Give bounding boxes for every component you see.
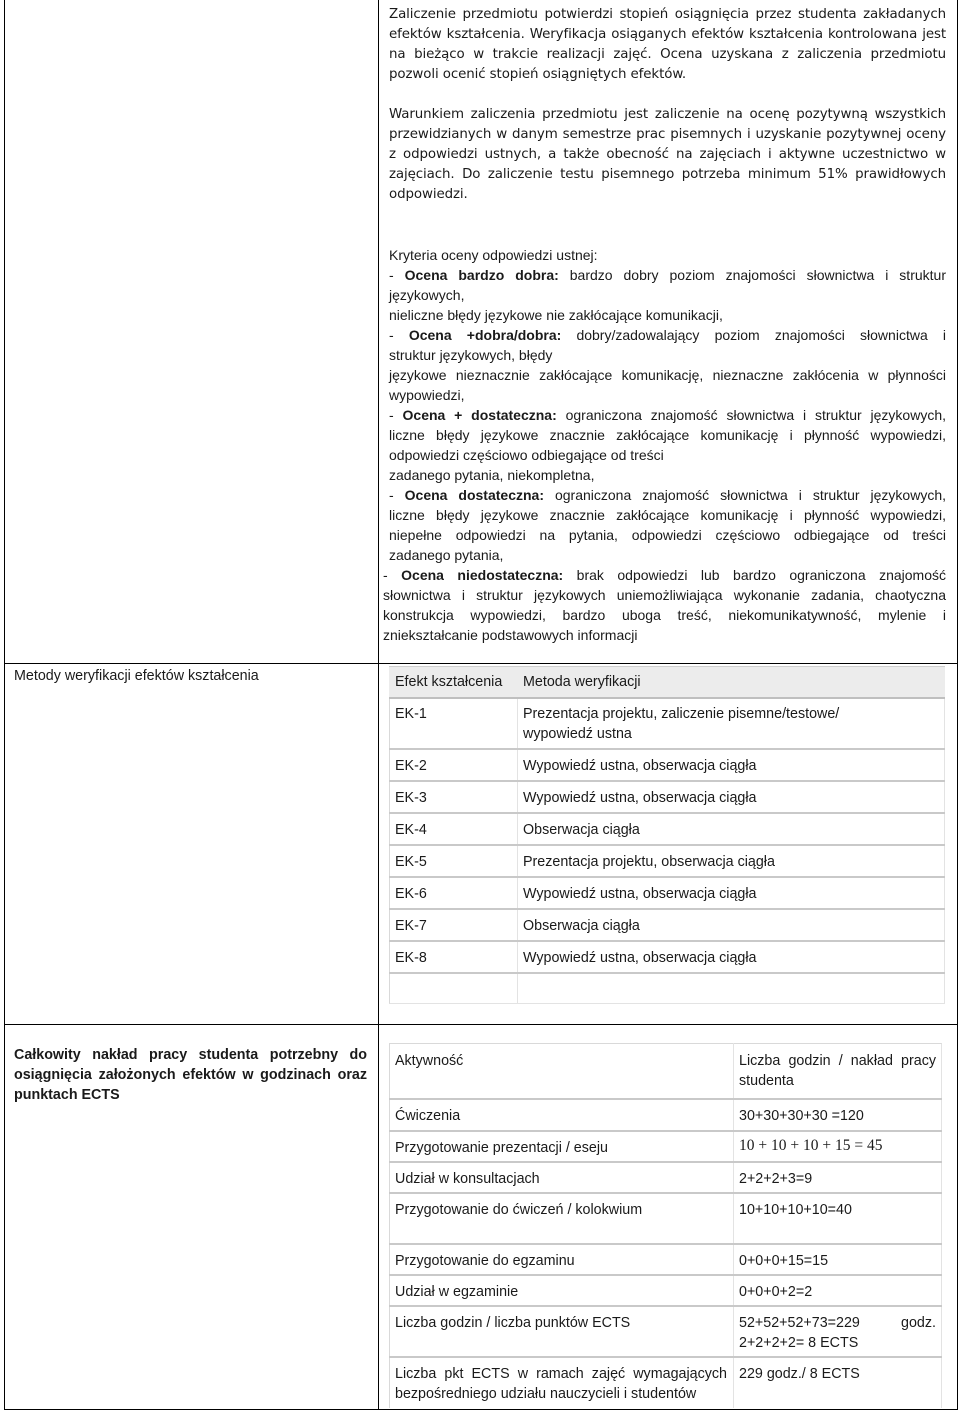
table-row [389,1275,942,1306]
hours-cell: 0+0+0+2=2 [739,1284,813,1300]
hours-cell: 2+2+2+3=9 [739,1171,813,1187]
text-line: Zaliczenie przedmiotu potwierdzi stopień osiągnięcia przez studenta zakładanych [389,7,946,22]
hours-cell: 52+52+52+73=229 godz. 2+2+2+2= 8 ECTS [739,1315,936,1351]
criteria-line: odpowiedzi częściowo odbiegające od treści [389,447,664,463]
criteria-line: liczne błędy językowe znacznie zakłócające komunikację i płynność wypowiedzi, [389,507,946,523]
activity-cell: Przygotowanie do ćwiczeń / kolokwium [395,1202,643,1218]
table-header-row [389,667,945,698]
table-row [389,781,945,813]
method-cell: Prezentacja projektu, obserwacja ciągła [523,853,775,870]
effect-cell: EK-7 [395,917,427,934]
criteria-line: - Ocena bardzo dobra: bardzo dobry poziom znajomości słownictwa i struktur [389,267,946,283]
effect-cell: EK-5 [395,853,427,870]
hours-cell: 10+10+10+10=40 [739,1202,852,1218]
activity-cell: Udział w konsultacjach [395,1171,540,1187]
criteria-line: zniekształcanie podstawowych informacji [383,627,638,643]
divider-verification [4,663,958,664]
effect-cell: EK-3 [395,789,427,806]
method-cell: Wypowiedź ustna, obserwacja ciągła [523,789,757,806]
method-cell: Prezentacja projektu, zaliczenie pisemne/testowe/ wypowiedź ustna [523,705,840,742]
criteria-line: nieliczne błędy językowe nie zakłócające komunikacji, [389,307,723,323]
table-row [389,1131,942,1162]
table-row [389,813,945,845]
header-effect: Efekt kształcenia [395,674,503,690]
text-line: osiągnięcia założonych efektów w godzinach oraz [14,1067,367,1083]
effect-cell: EK-2 [395,757,427,774]
hours-cell: 0+0+0+15=15 [739,1253,829,1269]
header-method: Metoda weryfikacji [523,674,641,690]
header-activity: Aktywność [395,1053,464,1069]
text-line: zajęciach. Do zaliczenie testu pisemnego potrzeba minimum 51% prawidłowych [389,167,946,182]
criteria-line: językowych, [389,287,465,303]
divider-workload [4,1024,958,1025]
oral-criteria [389,245,946,565]
text-line: efektów kształcenia. Weryfikacja osiąganych efektów kształcenia kontrolowana jest [389,27,946,42]
text-line: przewidzianych w danym semestrze prac pisemnych i uzyskanie pozytywnej oceny [389,127,946,142]
verification-table [389,666,945,974]
assessment-paragraph [389,5,946,85]
table-row [389,845,945,877]
frame-middle [378,0,379,1410]
frame-left [4,0,5,1410]
table-row [389,909,945,941]
method-cell: Wypowiedź ustna, obserwacja ciągła [523,885,757,902]
text-line: Całkowity nakład pracy studenta potrzebny do [14,1047,367,1063]
criteria-line: wypowiedzi, [389,387,465,403]
criteria-line: zadanego pytania, niekompletna, [389,467,595,483]
table-row [389,1306,942,1357]
table-row [389,1193,942,1244]
verification-label: Metody weryfikacji efektów kształcenia [14,668,259,684]
activity-cell: Przygotowanie prezentacji / eseju [395,1140,608,1156]
hours-cell: 229 godz./ 8 ECTS [739,1366,860,1382]
text-line: odpowiedzi. [389,187,468,202]
effect-cell: EK-6 [395,885,427,902]
method-cell: Wypowiedź ustna, obserwacja ciągła [523,949,757,966]
table-row [389,698,945,749]
hours-cell: 10 + 10 + 10 + 15 = 45 [739,1137,883,1154]
criteria-line: - Ocena dostateczna: ograniczona znajomość słownictwa i struktur językowych, [389,487,946,503]
effect-cell: EK-4 [395,821,427,838]
criteria-line: niepełne odpowiedzi na pytania, odpowiedzi częściowo odbiegające od treści [389,527,946,543]
table-row [389,1357,942,1408]
text-line: punktach ECTS [14,1087,120,1103]
table-row [389,941,945,973]
criteria-line: zadanego pytania, [389,547,504,563]
activity-cell: Udział w egzaminie [395,1284,519,1300]
header-hours: Liczba godzin / nakład pracy studenta [739,1053,936,1089]
method-cell: Obserwacja ciągła [523,917,640,934]
method-cell: Obserwacja ciągła [523,821,640,838]
activity-cell: Ćwiczenia [395,1108,461,1124]
criteria-line: słownictwa i struktur językowych uniemożliwiająca wykonanie zadania, chaotyczna [383,587,946,603]
criteria-line: - Ocena niedostateczna: brak odpowiedzi lub bardzo ograniczona znajomość [383,567,946,583]
text-line: na bieżąco w trakcie realizacji zajęć. Ocena uzyskana z zaliczenia przedmiotu [389,47,946,62]
effect-cell: EK-8 [395,949,427,966]
text-line: Warunkiem zaliczenia przedmiotu jest zaliczenie na ocenę pozytywną wszystkich [389,107,946,122]
table-header-row [389,1043,942,1099]
criteria-line: - Ocena + dostateczna: ograniczona znajomość słownictwa i struktur językowych, [389,407,946,423]
passing-conditions-paragraph [389,105,946,205]
table-row [389,877,945,909]
criteria-line: - Ocena +dobra/dobra: dobry/zadowalający poziom znajomości słownictwa i [389,327,946,343]
oral-criteria-fail [383,565,946,645]
frame-bottom [4,1409,958,1410]
text-line: pozwoli ocenić stopień osiągniętych efektów. [389,67,687,82]
hours-cell: 30+30+30+30 =120 [739,1108,864,1124]
workload-label [14,1045,367,1105]
activity-cell: Liczba godzin / liczba punktów ECTS [395,1315,631,1331]
criteria-line: struktur językowych, błędy [389,347,553,363]
criteria-title: Kryteria oceny odpowiedzi ustnej: [389,247,598,263]
criteria-line: liczne błędy językowe znacznie zakłócające komunikację i płynność wypowiedzi, [389,427,946,443]
table-row [389,1099,942,1131]
criteria-line: językowe nieznacznie zakłócające komunikację, nieznaczne zakłócenia w płynności [389,367,946,383]
effect-cell: EK-1 [395,705,427,722]
activity-cell: Liczba pkt ECTS w ramach zajęć wymagających bezpośredniego udziału nauczycieli i studentów [395,1366,727,1402]
activity-cell: Przygotowanie do egzaminu [395,1253,575,1269]
workload-table [389,1043,942,1408]
table-row [389,749,945,781]
criteria-line: konstrukcja wypowiedzi, bardzo uboga treść, niekomunikatywność, mylenie i [383,607,946,623]
frame-right [957,0,958,1410]
method-cell: Wypowiedź ustna, obserwacja ciągła [523,757,757,774]
text-line: z odpowiedzi ustnych, a także obecność na zajęciach i aktywne uczestnictwo w [389,147,946,162]
table-row [389,1244,942,1275]
table-row [389,1162,942,1193]
